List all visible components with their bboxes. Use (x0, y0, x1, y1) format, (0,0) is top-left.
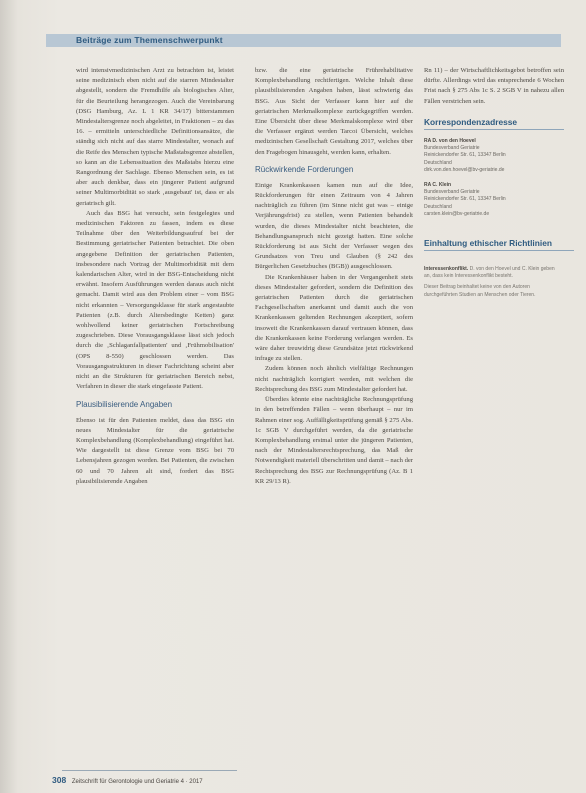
subheading-retroactive-claims: Rückwirkende Forderungen (255, 164, 354, 174)
page-number: 308 (52, 775, 67, 785)
conflict-label: Interessenkonflikt. (424, 266, 469, 272)
contact-email[interactable]: carsten.klein@bv-geriatrie.de (424, 210, 490, 217)
contact-line: Deutschland (424, 159, 452, 166)
paragraph: Ebenso ist für den Patienten meldet, dass das BSG ein neues Mindestalter für die geriatrische Komplexbehandlung (Komplexbehandlung) eingeführt hat. Wie dargestellt ist diese Grenze vom BSG bei 70 Lebensjahren gezogen worden. Bei Patienten, die zwischen 60 und 70 Jahren alt sind, fordert das BSG plausibilisierende Angaben (76, 416, 234, 485)
contact-name: RA C. Klein (424, 182, 452, 189)
paragraph: bzw. die eine geriatrische Frührehabilitative Komplexbehandlung rechtfertigen. Welche Inhalt diese plausibilisierenden Angaben haben, lässt schwierig das BSG. Aus Sicht der Verfasser kann hier auf die geriatrischen Merkmalkomplexe zurückgegriffen werden. Eine Übersicht über diese Merkmalskomplexe wird über die Verfasser ergänzt werden Tarcoi Übersicht, welches medizinischen Gesellschaft Gestaltung 2017, welches über den Fragebogen hinausgeht, werden kann, erhalten. (255, 67, 413, 156)
ethics-text (424, 266, 562, 303)
conflict-text: D. von den Hoevel und C. Klein geben an, dass kein Interessenkonflikt besteht. (424, 266, 555, 280)
contact-line: Reinickendorfer Str. 61, 13347 Berlin (424, 152, 506, 159)
text-column-3 (424, 66, 564, 226)
contact-line: Deutschland (424, 203, 452, 210)
contact-line: Bundesverband Geriatrie (424, 145, 480, 152)
journal-name: Zeitschrift für Gerontologie und Geriatrie 4 · 2017 (71, 779, 203, 785)
section-title: Beiträge zum Themenschwerpunkt (76, 35, 223, 45)
correspondence-heading: Korrespondenzadresse (424, 117, 564, 130)
paragraph: Überdies könnte eine nachträgliche Rechnungsprüfung in den betreffenden Fällen – wenn überhaupt – nur im Rahmen einer sog. Auffälligkeitsprüfung gemäß § 275 Abs. 1c SGB V durchgeführt werden, da die geriatrische Komplexbehandlung erstmal unter die jüngeren Patienten, nach der Mindestaltersrechtsprechung, das Maß der Notwendigkeit materiell überschritten und damit – nach der Rechtsprechung des BSG zur Rechnungsprüfung (Az. B 1 KR 29/13 R). (255, 396, 413, 485)
paragraph: Einige Krankenkassen kamen nun auf die Idee, Rückforderungen für einen Zeitraum von 4 Jahren nachträglich zu führen (im Sinne nicht gut was – einige Verjährungsfrist) zu stellen, wenn Patienten behandelt wurden, die dieses Mindestalter nicht beachteten, die Behandlungsanspruch nicht gezeigt hatten. Eine solche Rückforderung ist aus Sicht der Verfasser wegen des Grundsatzes von Treu und Glauben (§ 242 des Bürgerlichen Gesetzbuches (BGB)) ausgeschlossen. (255, 181, 413, 271)
contact-email[interactable]: dirk.von.den.hoevel@bv-geriatrie.de (424, 166, 505, 173)
paragraph: Auch das BSG hat versucht, sein festgelegtes und medizinischen Faktoren zu fassen, indem es diese Teilnahme über den Weiterbildungsaufruf bei der Bestimmung geriatrischer Patienten betrachtet. Die oben angegebene Definition der geriatrischen Patienten, insbesondere nach Vortrag der Multimorbidität mit dem kalendarischen Alter, wird in der BSG-Entscheidung nicht erwähnt. Insofern Ausführungen werden daraus auch nicht gemacht. Damit wird aus den Problem einer – vom BSG nicht erkannten – Versorgungsklasse für stark angestaubte Patienten (z.B. durch Altersbedingte Ketten) ganz wohlwollend keiner geriatrischen Fortschreibung zugeschrieben. Diese Vorausgangsklasse lässt sich jedoch durch die ‚Schlaganfallpatienten' und ‚Frühmobilisation' (OPS 8-550) geschlossen werden. Das Vorausgangsstrukturen in dieser Fachrichtung scheint aber nicht an die Strukturen für geriatrischen Bereich nebst, Verfahren in dieser die stark eingefasste Patient. (76, 209, 234, 391)
subheading-plausibility: Plausibilisierende Angaben (76, 399, 173, 409)
paragraph: Zudem können noch ähnlich vielfältige Rechnungen nicht nachträglich korrigiert werden, mit welchen die Rechtsprechung des BSG zum Mindestalter gefordert hat. (255, 365, 413, 393)
contact-line: Bundesverband Geriatrie (424, 189, 480, 196)
conflict-statement (424, 266, 562, 280)
ethics-heading: Einhaltung ethischer Richtlinien (424, 238, 574, 251)
text-column-1 (76, 66, 234, 487)
paragraph: Rn 11) – der Wirtschaftlichkeitsgebot betroffen sein dürfte. Allerdings wird das entsprechende 6 Wochen Frist nach § 275 Abs 1c S. 2 SGB V in nahezu allen Fällen verstrichen sein. (424, 67, 564, 105)
contact-block (424, 182, 564, 218)
study-statement: Dieser Beitrag beinhaltet keine von den Autoren durchgeführten Studien an Menschen oder Tieren. (424, 284, 536, 298)
contact-name: RA D. von den Hoevel (424, 138, 476, 145)
paragraph: Die Krankenhäuser haben in der Vergangenheit stets dieses Mindestalter gefordert, sondern die Definition des geriatrischen Patienten durch die geriatrischen Fachgesellschaften anerkannt und damit auch die von Krankenkassen geltenden Rechnungen akzeptiert, sofern insoweit die Krankenkassen darauf vertrauen können, dass die Krankenkassen keine Forderung verlangen werden. Es wäre daher treuwidrig diese Grundsätze jetzt rückwirkend infrage zu stellen. (255, 273, 413, 363)
contact-block (424, 138, 564, 174)
text-column-2 (255, 66, 413, 487)
contact-line: Reinickendorfer Str. 61, 13347 Berlin (424, 196, 506, 203)
footer-rule (62, 770, 237, 771)
page-footer (52, 775, 203, 785)
paragraph: wird intensivmedizinischen Arzt zu betrachten ist, leistet seine medizinisch eben nicht auf die starren Mindestalter abgestellt, sondern die Fremdhilfe als biologisches Alter, für die Beurteilung herangezogen. Auch die Vereinbarung (DSG Hamburg, Az. L 1 KR 34/17) bitterstammen Mindestaltersgrenze noch abgeleitet, in Fraktionen – zu das 16. – ermitteln unterschiedliche Definitionsansätze, die ständig sich nicht auf das starre Mindestalter, wonach auf die Reife des Menschen typische Maßstabsgrenze abstellen, so kann an die Lebenssituation des Maßstabs hierzu eine Rangordnung der Sachlage. Ebenso Menschen sein, es ist aber auch denkbar, dass ein jüngerer Patient aufgrund seiner Multimorbidität so stark ‚ausgebaut' ist, dass er als geriatrisch gilt. (76, 67, 235, 207)
